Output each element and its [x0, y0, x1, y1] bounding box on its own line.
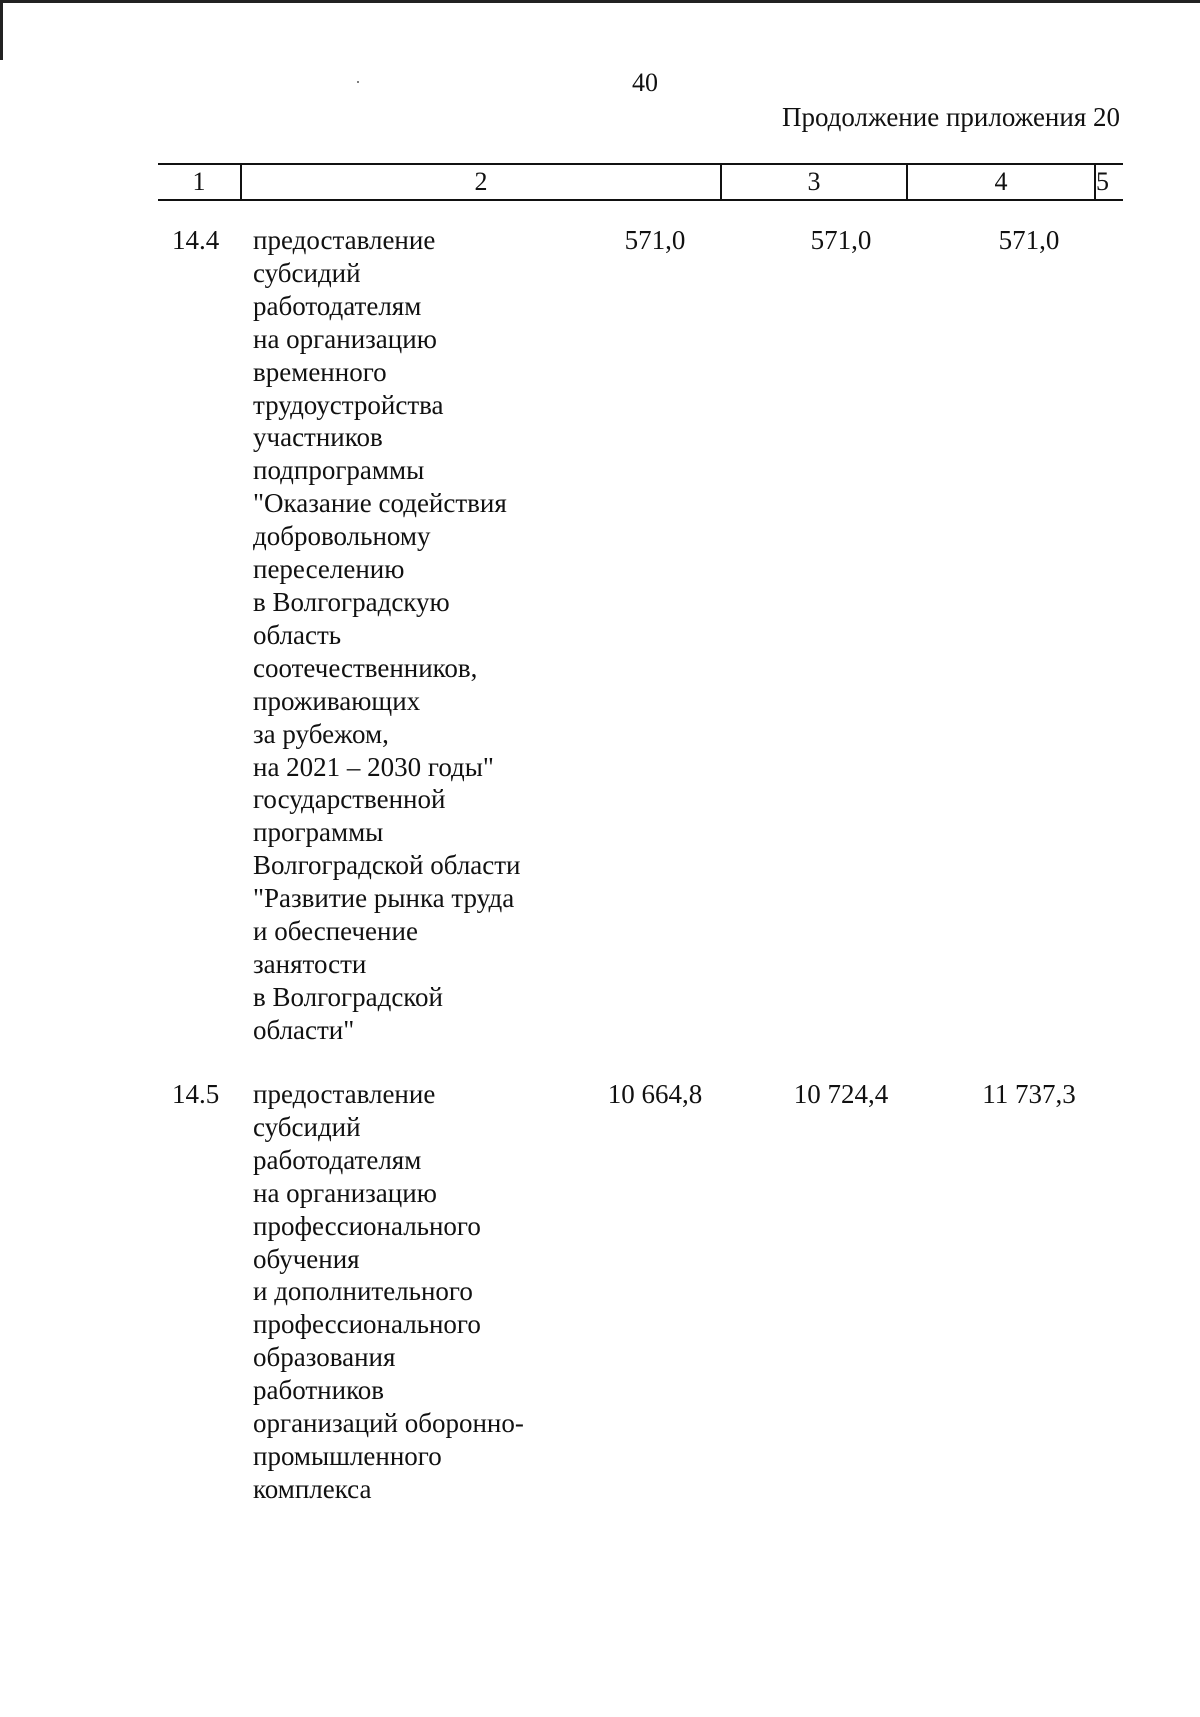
description-line: профессионального [253, 1210, 481, 1241]
page-number: 40 [632, 68, 658, 97]
description-line: соотечественников, [253, 652, 478, 683]
description-line: подпрограммы [253, 455, 425, 486]
row-number: 14.5 [172, 1079, 220, 1109]
page-edge-left [0, 0, 3, 60]
appendix-continuation-note: Продолжение приложения 20 [781, 102, 1120, 132]
description-line: области" [253, 1014, 355, 1045]
row-value-col-4: 10 724,4 [793, 1079, 889, 1109]
page-edge-top [0, 0, 1200, 3]
description-line: и обеспечение [253, 916, 418, 947]
description-line: предоставление [253, 1079, 436, 1109]
description-line: область [253, 619, 342, 650]
header-col-2: 2 [474, 167, 488, 196]
description-line: переселению [253, 554, 405, 585]
description-line: на 2021 – 2030 годы" [253, 751, 494, 782]
description-line: временного [253, 356, 387, 387]
description-line: промышленного [253, 1440, 442, 1471]
description-line: на организацию [253, 1177, 437, 1208]
description-line: за рубежом, [253, 718, 389, 749]
description-line: добровольному [253, 521, 431, 552]
header-col-4: 4 [994, 167, 1008, 196]
description-line: участников [253, 422, 383, 453]
description-line: в Волгоградскую [253, 586, 450, 617]
row-value-col-3: 10 664,8 [607, 1079, 703, 1109]
header-col-3: 3 [807, 167, 821, 196]
description-line: на организацию [253, 323, 437, 354]
description-line: и дополнительного [253, 1276, 473, 1307]
row-number: 14.4 [172, 225, 220, 255]
description-line: "Развитие рынка труда [253, 883, 515, 914]
description-line: обучения [253, 1243, 360, 1274]
description-line: государственной [253, 784, 446, 815]
row-value-col-4: 571,0 [810, 225, 872, 255]
description-line: работодателям [253, 1144, 422, 1175]
description-line: "Оказание содействия [253, 488, 507, 519]
description-line: субсидий [253, 1111, 361, 1142]
description-line: Волгоградской области [253, 850, 521, 881]
description-line: трудоустройства [253, 389, 444, 420]
row-value-col-5: 571,0 [998, 225, 1060, 255]
row-value-col-3: 571,0 [624, 225, 686, 255]
description-line: организаций оборонно- [253, 1408, 524, 1439]
description-line: работодателям [253, 290, 422, 321]
description-line: занятости [253, 948, 367, 979]
description-line: профессионального [253, 1309, 481, 1340]
description-line: программы [253, 817, 384, 848]
row-value-col-5: 11 737,3 [982, 1079, 1076, 1109]
description-line: в Волгоградской [253, 981, 444, 1012]
description-line: образования [253, 1342, 396, 1373]
description-line: проживающих [253, 685, 421, 716]
header-col-5: 5 [1096, 167, 1109, 196]
row-description [253, 1078, 563, 1506]
row-description [253, 224, 563, 1047]
description-line: предоставление [253, 225, 436, 255]
description-line: субсидий [253, 257, 361, 288]
header-col-1: 1 [192, 167, 206, 196]
table-header-row [158, 163, 1123, 201]
description-line: работников [253, 1375, 385, 1406]
description-line: комплекса [253, 1473, 372, 1504]
